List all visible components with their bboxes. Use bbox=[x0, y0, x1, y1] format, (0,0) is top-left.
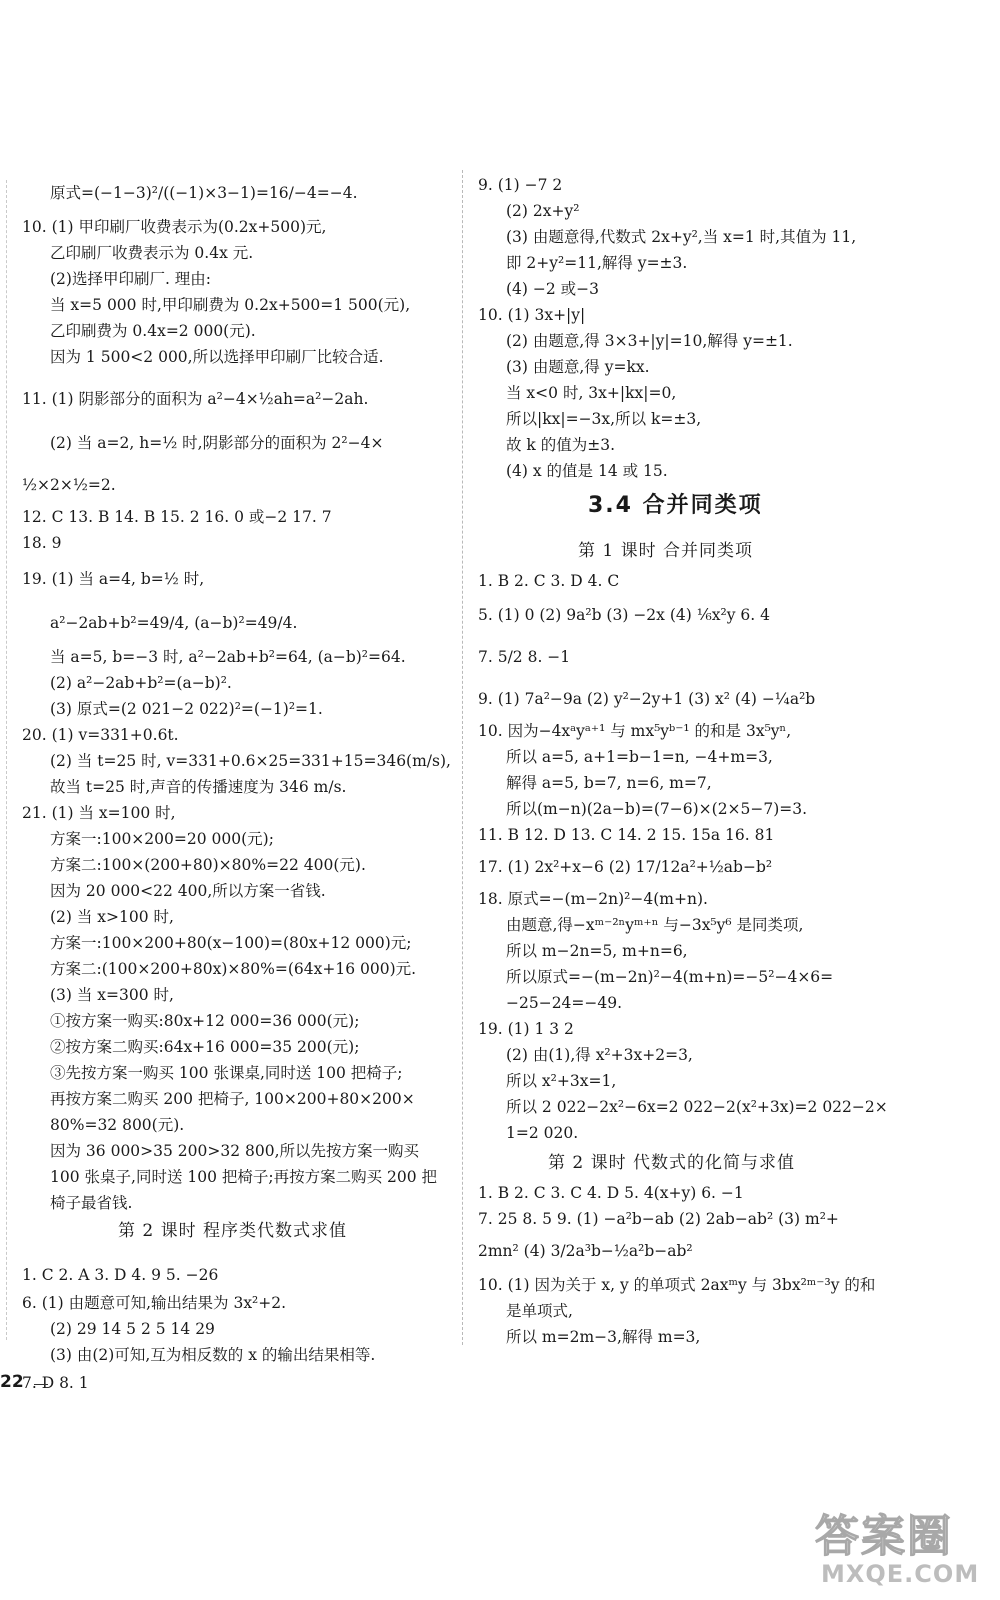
answer-line: (4) −2 或−3 bbox=[506, 280, 600, 298]
answer-line: 20. (1) v=331+0.6t. bbox=[22, 726, 179, 744]
answer-line: 再按方案二购买 200 把椅子, 100×200+80×200× bbox=[50, 1090, 415, 1108]
answer-line: 10. (1) 甲印刷厂收费表示为(0.2x+500)元, bbox=[22, 218, 327, 236]
answer-line: 原式=(−1−3)²/((−1)×3−1)=16/−4=−4. bbox=[50, 184, 358, 202]
answer-line: 11. (1) 阴影部分的面积为 a²−4×½ah=a²−2ah. bbox=[22, 390, 369, 408]
answer-line: 1. C 2. A 3. D 4. 9 5. −26 bbox=[22, 1266, 219, 1284]
answer-line: 7. 25 8. 5 9. (1) −a²b−ab (2) 2ab−ab² (3) m²+ bbox=[478, 1210, 839, 1228]
answer-line: a²−2ab+b²=49/4, (a−b)²=49/4. bbox=[50, 614, 298, 632]
answer-line: 由题意,得−xᵐ⁻²ⁿyᵐ⁺ⁿ 与−3x⁵y⁶ 是同类项, bbox=[506, 916, 804, 934]
answer-line: 所以 x²+3x=1, bbox=[506, 1072, 617, 1090]
answer-line: (2) 当 a=2, h=½ 时,阴影部分的面积为 2²−4× bbox=[50, 434, 384, 452]
answer-line: (2) 2x+y² bbox=[506, 202, 580, 220]
answer-line: (2) 由(1),得 x²+3x+2=3, bbox=[506, 1046, 693, 1064]
answer-line: 9. (1) −7 2 bbox=[478, 176, 563, 194]
answer-line: (2)选择甲印刷厂. 理由: bbox=[50, 270, 212, 288]
answer-line: (2) 当 t=25 时, v=331+0.6×25=331+15=346(m/s), bbox=[50, 752, 451, 770]
answer-line: 所以(m−n)(2a−b)=(7−6)×(2×5−7)=3. bbox=[506, 800, 808, 818]
answer-line: (3) 由(2)可知,互为相反数的 x 的输出结果相等. bbox=[50, 1346, 376, 1364]
answer-line: (3) 原式=(2 021−2 022)²=(−1)²=1. bbox=[50, 700, 323, 718]
answer-line: 方案一:100×200+80(x−100)=(80x+12 000)元; bbox=[50, 934, 412, 952]
answer-line: 所以 m=2m−3,解得 m=3, bbox=[506, 1328, 701, 1346]
answer-line: ②按方案二购买:64x+16 000=35 200(元); bbox=[50, 1038, 360, 1056]
answer-line: ①按方案一购买:80x+12 000=36 000(元); bbox=[50, 1012, 360, 1030]
answer-line: 当 a=5, b=−3 时, a²−2ab+b²=64, (a−b)²=64. bbox=[50, 648, 406, 666]
answer-line: 即 2+y²=11,解得 y=±3. bbox=[506, 254, 688, 272]
page-number: 22 bbox=[0, 1372, 24, 1392]
watermark-text: 答案圈 bbox=[815, 1511, 953, 1562]
answer-line: 当 x<0 时, 3x+|kx|=0, bbox=[506, 384, 677, 402]
answer-line: (2) a²−2ab+b²=(a−b)². bbox=[50, 674, 232, 692]
answer-line: 1. B 2. C 3. D 4. C bbox=[478, 572, 620, 590]
answer-line: 所以 2 022−2x²−6x=2 022−2(x²+3x)=2 022−2× bbox=[506, 1098, 888, 1116]
answer-line: 故当 t=25 时,声音的传播速度为 346 m/s. bbox=[50, 778, 347, 796]
answer-line: (2) 29 14 5 2 5 14 29 bbox=[50, 1320, 215, 1338]
answer-line: 19. (1) 1 3 2 bbox=[478, 1020, 574, 1038]
answer-line: 是单项式, bbox=[506, 1302, 573, 1320]
answer-line: (3) 由题意,得 y=kx. bbox=[506, 358, 650, 376]
answer-line: 所以|kx|=−3x,所以 k=±3, bbox=[506, 410, 702, 428]
answer-line: 19. (1) 当 a=4, b=½ 时, bbox=[22, 570, 205, 588]
lesson-title-program: 第 2 课时 程序类代数式求值 bbox=[118, 1221, 348, 1241]
answer-line: 7. D 8. 1 bbox=[22, 1374, 89, 1392]
answer-line: −25−24=−49. bbox=[506, 994, 623, 1012]
answer-line: 10. (1) 3x+|y| bbox=[478, 306, 586, 324]
watermark-logo bbox=[815, 1500, 985, 1592]
answer-line: ½×2×½=2. bbox=[22, 476, 116, 494]
answer-line: 21. (1) 当 x=100 时, bbox=[22, 804, 176, 822]
answer-line: 所以 a=5, a+1=b−1=n, −4+m=3, bbox=[506, 748, 773, 766]
answer-line: (3) 由题意得,代数式 2x+y²,当 x=1 时,其值为 11, bbox=[506, 228, 857, 246]
answer-line: 18. 9 bbox=[22, 534, 62, 552]
answer-line: (2) 由题意,得 3×3+|y|=10,解得 y=±1. bbox=[506, 332, 793, 350]
section-title: 3.4 合并同类项 bbox=[588, 493, 763, 518]
answer-line: 因为 36 000>35 200>32 800,所以先按方案一购买 bbox=[50, 1142, 420, 1160]
answer-line: 1=2 020. bbox=[506, 1124, 579, 1142]
page-number-dash bbox=[34, 1384, 48, 1385]
answer-line: 10. 因为−4xᵃyᵃ⁺¹ 与 mx⁵yᵇ⁻¹ 的和是 3x⁵yⁿ, bbox=[478, 722, 792, 740]
answer-line: 乙印刷厂收费表示为 0.4x 元. bbox=[50, 244, 254, 262]
answer-line: 11. B 12. D 13. C 14. 2 15. 15a 16. 81 bbox=[478, 826, 775, 844]
answer-line: 2mn² (4) 3/2a³b−½a²b−ab² bbox=[478, 1242, 693, 1260]
answer-line: 故 k 的值为±3. bbox=[506, 436, 616, 454]
binding-edge bbox=[6, 180, 7, 1340]
answer-line: 5. (1) 0 (2) 9a²b (3) −2x (4) ⅙x²y 6. 4 bbox=[478, 606, 770, 624]
answer-line: 12. C 13. B 14. B 15. 2 16. 0 或−2 17. 7 bbox=[22, 508, 332, 526]
answer-line: 因为 1 500<2 000,所以选择甲印刷厂比较合适. bbox=[50, 348, 384, 366]
answer-line: (4) x 的值是 14 或 15. bbox=[506, 462, 668, 480]
lesson-title-simplify: 第 2 课时 代数式的化简与求值 bbox=[548, 1153, 796, 1173]
column-divider bbox=[462, 170, 463, 1345]
answer-line: (2) 当 x>100 时, bbox=[50, 908, 174, 926]
answer-line: 所以 m−2n=5, m+n=6, bbox=[506, 942, 688, 960]
answer-line: 7. 5/2 8. −1 bbox=[478, 648, 571, 666]
answer-line: 因为 20 000<22 400,所以方案一省钱. bbox=[50, 882, 326, 900]
answer-line: 方案二:(100×200+80x)×80%=(64x+16 000)元. bbox=[50, 960, 417, 978]
answer-line: 9. (1) 7a²−9a (2) y²−2y+1 (3) x² (4) −¼a²b bbox=[478, 690, 816, 708]
answer-line: 方案一:100×200=20 000(元); bbox=[50, 830, 274, 848]
answer-line: 18. 原式=−(m−2n)²−4(m+n). bbox=[478, 890, 708, 908]
answer-line: 80%=32 800(元). bbox=[50, 1116, 185, 1134]
answer-line: 10. (1) 因为关于 x, y 的单项式 2axᵐy 与 3bx²ᵐ⁻³y 的和 bbox=[478, 1276, 876, 1294]
lesson-title-combine: 第 1 课时 合并同类项 bbox=[578, 541, 754, 561]
answer-line: 当 x=5 000 时,甲印刷费为 0.2x+500=1 500(元), bbox=[50, 296, 411, 314]
answer-line: 椅子最省钱. bbox=[50, 1194, 133, 1212]
answer-line: 方案二:100×(200+80)×80%=22 400(元). bbox=[50, 856, 366, 874]
answer-line: 乙印刷费为 0.4x=2 000(元). bbox=[50, 322, 256, 340]
answer-line: 所以原式=−(m−2n)²−4(m+n)=−5²−4×6= bbox=[506, 968, 834, 986]
answer-line: 6. (1) 由题意可知,输出结果为 3x²+2. bbox=[22, 1294, 287, 1312]
answer-line: 解得 a=5, b=7, n=6, m=7, bbox=[506, 774, 712, 792]
answer-line: 17. (1) 2x²+x−6 (2) 17/12a²+½ab−b² bbox=[478, 858, 773, 876]
answer-line: ③先按方案一购买 100 张课桌,同时送 100 把椅子; bbox=[50, 1064, 403, 1082]
answer-line: (3) 当 x=300 时, bbox=[50, 986, 174, 1004]
answer-line: 100 张桌子,同时送 100 把椅子;再按方案二购买 200 把 bbox=[50, 1168, 438, 1186]
answer-line: 1. B 2. C 3. C 4. D 5. 4(x+y) 6. −1 bbox=[478, 1184, 744, 1202]
watermark-url: MXQE.COM bbox=[821, 1560, 980, 1588]
